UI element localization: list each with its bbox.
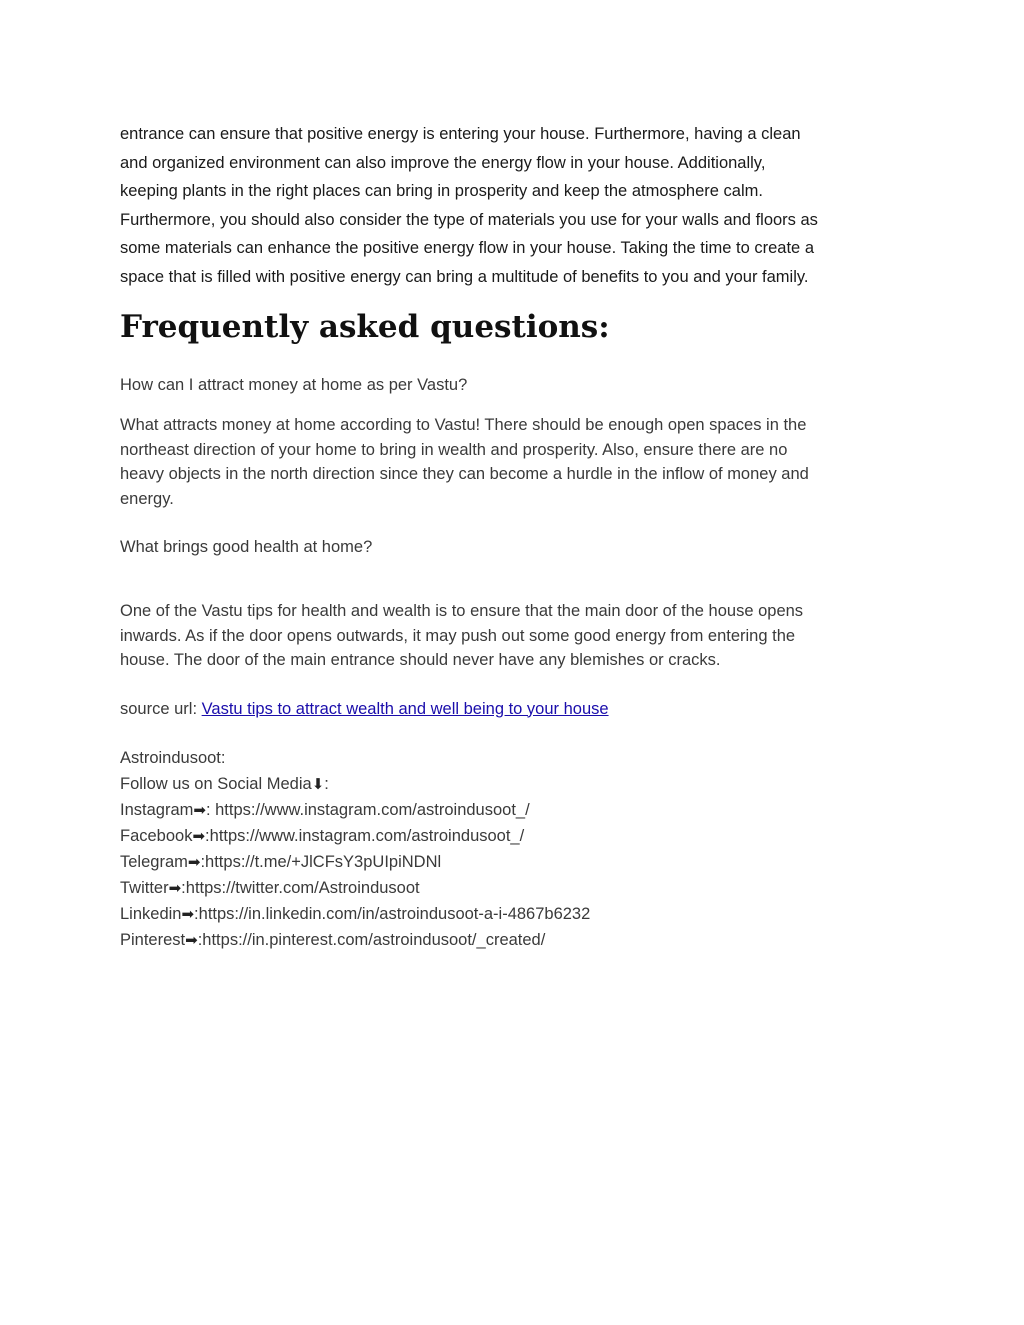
social-url[interactable]: https://twitter.com/Astroindusoot — [185, 878, 420, 897]
intro-line: space that is filled with positive energy can bring a multitude of benefits to you and your family. — [120, 267, 809, 286]
separator: : — [197, 930, 203, 949]
answer-line: One of the Vastu tips for health and wealth is to ensure that the main door of the house opens — [120, 602, 804, 620]
intro-line: and organized environment can also improve the energy flow in your house. Additionally, — [120, 153, 766, 172]
separator: : — [200, 852, 206, 871]
social-url[interactable]: https://www.instagram.com/astroindusoot_/ — [209, 826, 525, 845]
social-url[interactable]: https://in.pinterest.com/astroindusoot/_created/ — [202, 930, 546, 949]
platform-name: Instagram — [120, 800, 194, 819]
follow-suffix: : — [324, 774, 329, 793]
separator: : — [194, 904, 199, 923]
answer-line: energy. — [120, 489, 174, 508]
answer-line: inwards. As if the door opens outwards, it may push out some good energy from entering the — [120, 626, 796, 645]
platform-name: Linkedin — [120, 904, 182, 923]
faq-question: What brings good health at home? — [120, 538, 373, 556]
social-section — [120, 746, 910, 953]
follow-line — [120, 771, 910, 797]
intro-line: Furthermore, you should also consider the type of materials you use for your walls and floors as — [120, 210, 818, 229]
answer-line: heavy objects in the north direction since they can become a hurdle in the inflow of money and — [120, 465, 809, 483]
platform-name: Twitter — [120, 878, 169, 897]
intro-line: keeping plants in the right places can bring in prosperity and keep the atmosphere calm. — [120, 182, 763, 200]
faq-answer — [120, 599, 910, 673]
separator: : — [205, 826, 210, 845]
intro-line: some materials can enhance the positive energy flow in your house. Taking the time to create a — [120, 239, 814, 257]
social-link-twitter — [120, 875, 910, 901]
right-arrow-icon: ➡ — [193, 800, 206, 819]
separator: : — [205, 800, 216, 819]
faq-heading: Frequently asked questions: — [120, 309, 610, 345]
social-url[interactable]: https://t.me/+JlCFsY3pUIpiNDNl — [205, 852, 442, 871]
answer-line: northeast direction of your home to bring in wealth and prosperity. Also, ensure there are no — [120, 440, 788, 459]
faq-question: How can I attract money at home as per Vastu? — [120, 376, 468, 394]
social-link-linkedin — [120, 901, 910, 927]
answer-line: house. The door of the main entrance should never have any blemishes or cracks. — [120, 651, 721, 669]
brand-name: Astroindusoot: — [120, 748, 226, 767]
follow-text: Follow us on Social Media — [120, 774, 312, 793]
social-link-pinterest — [120, 927, 910, 953]
right-arrow-icon: ➡ — [185, 930, 198, 949]
down-arrow-icon: ⬇ — [311, 774, 325, 793]
separator: : — [181, 878, 186, 897]
source-label: source url: — [120, 699, 202, 718]
source-line — [120, 697, 910, 721]
intro-line: entrance can ensure that positive energy is entering your house. Furthermore, having a clean — [120, 125, 801, 143]
right-arrow-icon: ➡ — [192, 826, 206, 845]
platform-name: Facebook — [120, 826, 193, 845]
right-arrow-icon: ➡ — [168, 878, 182, 897]
social-url[interactable]: https://in.linkedin.com/in/astroindusoot-a-i-4867b6232 — [198, 904, 591, 923]
right-arrow-icon: ➡ — [187, 852, 201, 871]
social-url[interactable]: https://www.instagram.com/astroindusoot_/ — [215, 800, 530, 819]
faq-answer — [120, 413, 910, 511]
right-arrow-icon: ➡ — [181, 904, 195, 923]
social-link-facebook — [120, 823, 910, 849]
intro-paragraph — [120, 120, 910, 291]
social-link-telegram — [120, 849, 910, 875]
answer-line: What attracts money at home according to Vastu! There should be enough open spaces in the — [120, 416, 807, 434]
platform-name: Telegram — [120, 852, 188, 871]
social-link-instagram — [120, 797, 910, 823]
document-page — [120, 120, 910, 953]
source-link[interactable]: Vastu tips to attract wealth and well being to your house — [201, 699, 609, 718]
platform-name: Pinterest — [120, 930, 186, 949]
